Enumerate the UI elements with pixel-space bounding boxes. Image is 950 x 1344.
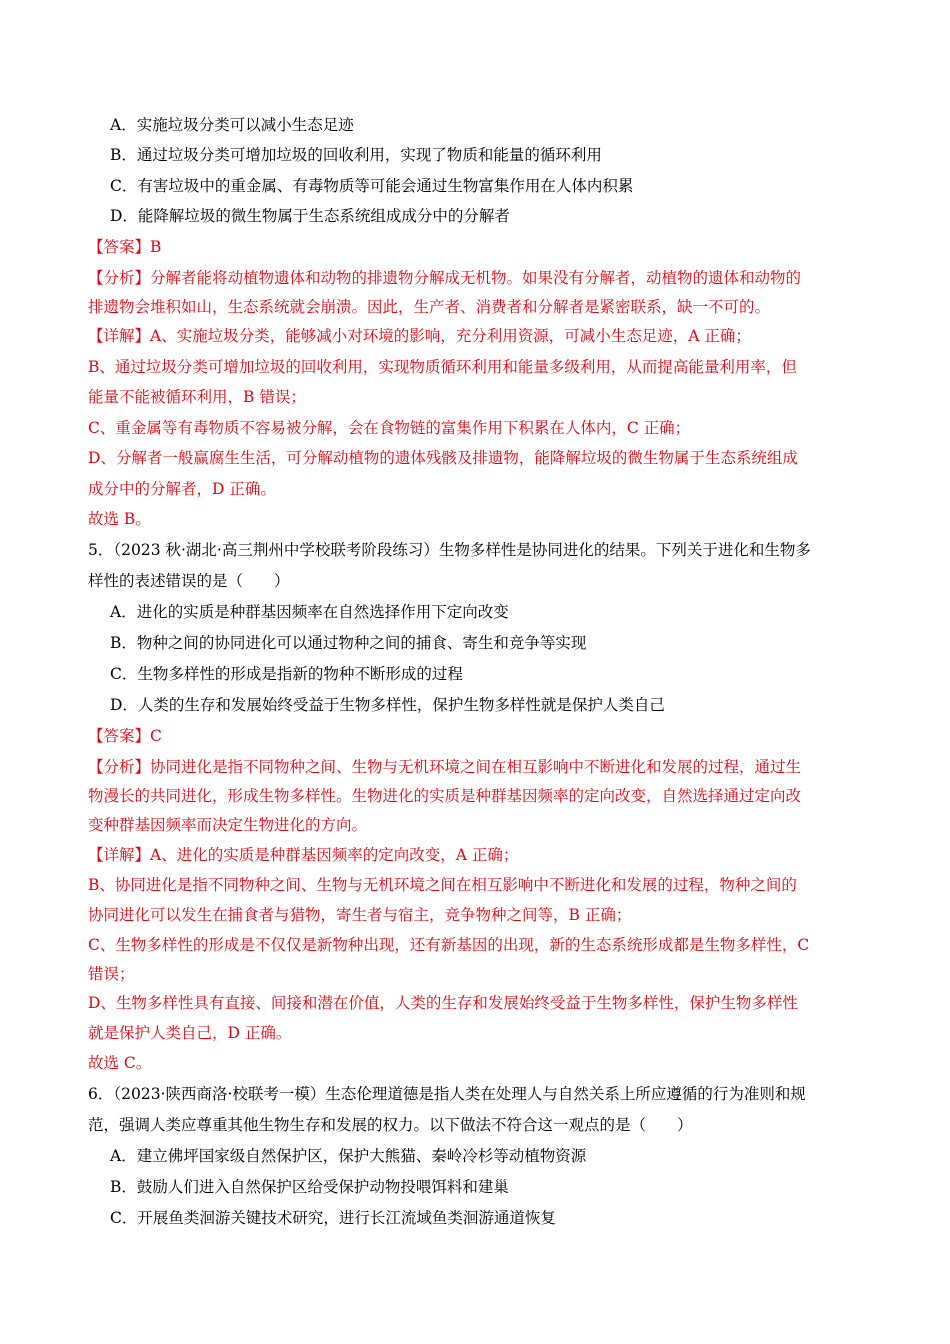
q5-conclusion: 故选 C。 [88,1054,152,1072]
q4-detail-line-4: C、重金属等有毒物质不容易被分解，会在食物链的富集作用下积累在人体内，C 正确； [88,419,691,437]
q4-detail-tag: 【详解】 [88,327,151,345]
q4-analysis-line-1 [88,267,868,289]
q5-answer-value: C [150,727,162,745]
q4-option-c: C．有害垃圾中的重金属、有毒物质等可能会通过生物富集作用在人体内积累 [110,177,634,195]
q4-answer-tag: 【答案】 [88,238,151,256]
q5-detail-line-1 [88,844,868,866]
q4-detail-line-1 [88,325,868,347]
q5-detail-line-6: D、生物多样性具有直接、间接和潜在价值，人类的生存和发展始终受益于生物多样性，保护生物多样性 [88,994,798,1012]
q5-analysis-text-1: 协同进化是指不同物种之间、生物与无机环境之间在相互影响中不断进化和发展的过程，通过生 [150,758,802,776]
q5-option-c: C．生物多样性的形成是指新的物种不断形成的过程 [110,665,463,683]
q6-stem-line-2: 范，强调人类应尊重其他生物生存和发展的权力。以下做法不符合这一观点的是（ ） [88,1116,693,1134]
q4-detail-line-2: B、通过垃圾分类可增加垃圾的回收利用，实现物质循环利用和能量多级利用，从而提高能量利用率，但 [88,358,797,376]
q4-option-d: D．能降解垃圾的微生物属于生态系统组成成分中的分解者 [110,207,510,225]
q6-stem-line-1: 6．（2023·陕西商洛·校联考一模）生态伦理道德是指人类在处理人与自然关系上所应遵循的行为准则和规 [88,1085,806,1103]
q4-detail-line-6: 成分中的分解者，D 正确。 [88,480,276,498]
q5-detail-text-1: A、进化的实质是种群基因频率的定向改变，A 正确； [150,846,519,864]
q4-option-a: A．实施垃圾分类可以减小生态足迹 [110,116,354,134]
q5-option-a: A．进化的实质是种群基因频率在自然选择作用下定向改变 [110,603,509,621]
q4-analysis-line-2: 排遗物会堆积如山，生态系统就会崩溃。因此，生产者、消费者和分解者是紧密联系，缺一不可的。 [88,298,771,316]
q5-analysis-line-2: 物漫长的共同进化，形成生物多样性。生物进化的实质是种群基因频率的定向改变，自然选择通过定向改 [88,787,802,805]
q5-answer [88,725,868,747]
q4-answer-value: B [150,238,162,256]
q5-detail-tag: 【详解】 [88,846,151,864]
q4-detail-line-5: D、分解者一般赢腐生生活，可分解动植物的遗体残骸及排遗物，能降解垃圾的微生物属于生态系统组成 [88,449,798,467]
q4-detail-text-1: A、实施垃圾分类，能够减小对环境的影响，充分利用资源，可减小生态足迹，A 正确； [150,327,751,345]
q5-analysis-line-1 [88,756,868,778]
q5-detail-line-2: B、协同进化是指不同物种之间、生物与无机环境之间在相互影响中不断进化和发展的过程，物种之间的 [88,876,797,894]
q4-analysis-text-1: 分解者能将动植物遗体和动物的排遗物分解成无机物。如果没有分解者，动植物的遗体和动物的 [150,269,802,287]
q5-analysis-tag: 【分析】 [88,758,151,776]
q4-analysis-tag: 【分析】 [88,269,151,287]
q5-detail-line-4: C、生物多样性的形成是不仅仅是新物种出现，还有新基因的出现，新的生态系统形成都是生物多样性，C [88,936,810,954]
q5-option-b: B．物种之间的协同进化可以通过物种之间的捕食、寄生和竞争等实现 [110,634,587,652]
q5-option-d: D．人类的生存和发展始终受益于生物多样性，保护生物多样性就是保护人类自己 [110,696,665,714]
q6-option-a: A．建立佛坪国家级自然保护区，保护大熊猫、秦岭冷杉等动植物资源 [110,1147,587,1165]
q5-analysis-line-3: 变种群基因频率而决定生物进化的方向。 [88,816,368,834]
q5-stem-line-1: 5．（2023 秋·湖北·高三荆州中学校联考阶段练习）生物多样性是协同进化的结果。下列关于进化和生物多 [88,541,811,559]
q5-detail-line-5: 错误； [88,965,135,983]
q6-option-c: C．开展鱼类洄游关键技术研究，进行长江流域鱼类洄游通道恢复 [110,1209,556,1227]
q4-detail-line-3: 能量不能被循环利用，B 错误； [88,388,306,406]
q6-option-b: B．鼓励人们进入自然保护区给受保护动物投喂饵料和建巢 [110,1178,509,1196]
q4-option-b: B．通过垃圾分类可增加垃圾的回收利用，实现了物质和能量的循环利用 [110,146,602,164]
q5-answer-tag: 【答案】 [88,727,151,745]
q5-detail-line-7: 就是保护人类自己，D 正确。 [88,1024,292,1042]
q4-conclusion: 故选 B。 [88,510,151,528]
q5-stem-line-2: 样性的表述错误的是（ ） [88,572,290,590]
q5-detail-line-3: 协同进化可以发生在捕食者与猎物，寄生者与宿主，竞争物种之间等，B 正确； [88,906,632,924]
q4-answer [88,236,868,258]
